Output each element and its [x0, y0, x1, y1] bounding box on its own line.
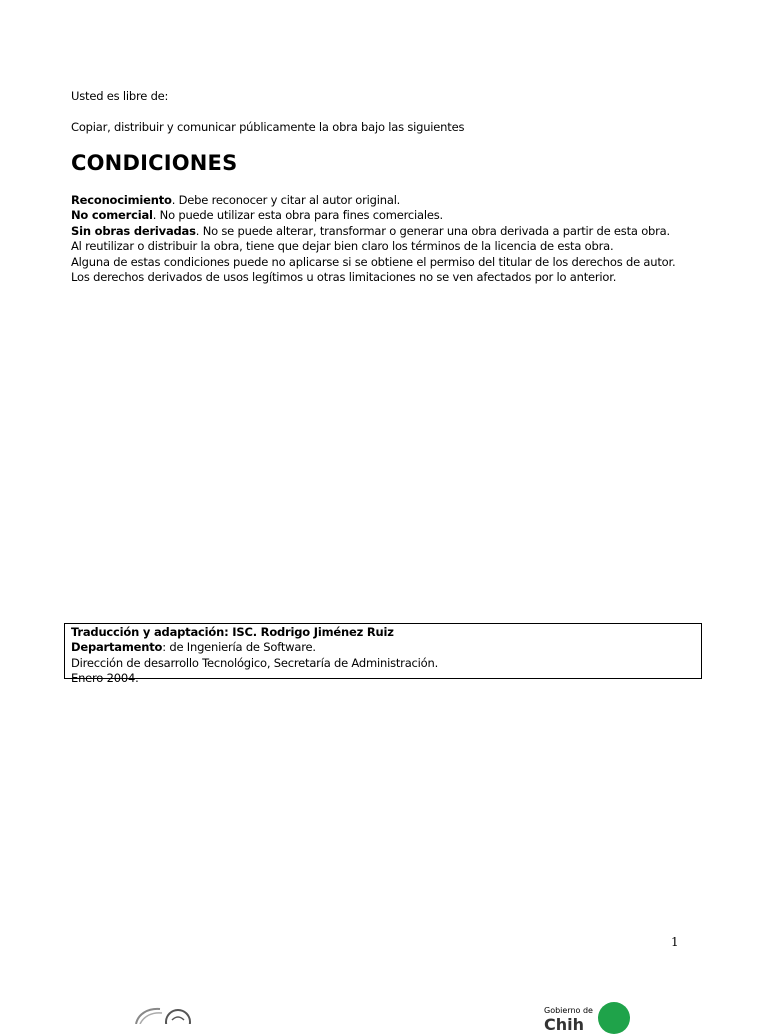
- intro-statement: Copiar, distribuir y comunicar públicamente la obra bajo las siguientes: [71, 120, 465, 134]
- conditions-heading: CONDICIONES: [71, 151, 238, 175]
- credits-date: Enero 2004.: [71, 671, 139, 686]
- condition-text: . No puede utilizar esta obra para fines comerciales.: [152, 208, 443, 223]
- condition-no-derivatives: [71, 224, 711, 239]
- condition-label: No comercial: [71, 208, 153, 223]
- seal-icon: [130, 1000, 210, 1024]
- condition-noncommercial: [71, 208, 711, 223]
- condition-text: . No se puede alterar, transformar o generar una obra derivada a partir de esta obra.: [195, 223, 670, 238]
- condition-text: . Debe reconocer y citar al autor original.: [171, 193, 401, 207]
- credits-department: [71, 640, 695, 655]
- credits-department-text: : de Ingeniería de Software.: [162, 640, 316, 655]
- green-circle-icon: [598, 1002, 630, 1034]
- page-number: 1: [671, 935, 679, 949]
- condition-label: Sin obras derivadas: [71, 223, 196, 238]
- credits-translator-text: Traducción y adaptación: ISC. Rodrigo Jiménez Ruiz: [71, 625, 394, 639]
- condition-label: Reconocimiento: [71, 193, 172, 207]
- license-note: Al reutilizar o distribuir la obra, tiene que dejar bien claro los términos de la licencia de esta obra.: [71, 239, 614, 254]
- government-logo-big-text: Chih: [544, 1015, 585, 1034]
- credits-box: [64, 623, 702, 686]
- credits-direction: Dirección de desarrollo Tecnológico, Secretaría de Administración.: [71, 655, 439, 670]
- government-logo-small-text: Gobierno de: [544, 1006, 593, 1015]
- intro-line: Usted es libre de:: [71, 89, 169, 103]
- credits-department-label: Departamento: [71, 640, 163, 655]
- credits-translator: [71, 625, 695, 640]
- institution-logo: [130, 1000, 210, 1024]
- condition-attribution: [71, 193, 711, 208]
- rights-note: Los derechos derivados de usos legítimos u otras limitaciones no se ven afectados por lo anterior.: [71, 270, 617, 285]
- conditions-list: [71, 193, 711, 285]
- government-logo: [540, 1000, 640, 1034]
- permission-note: Alguna de estas condiciones puede no aplicarse si se obtiene el permiso del titular de los derechos de autor.: [71, 254, 676, 269]
